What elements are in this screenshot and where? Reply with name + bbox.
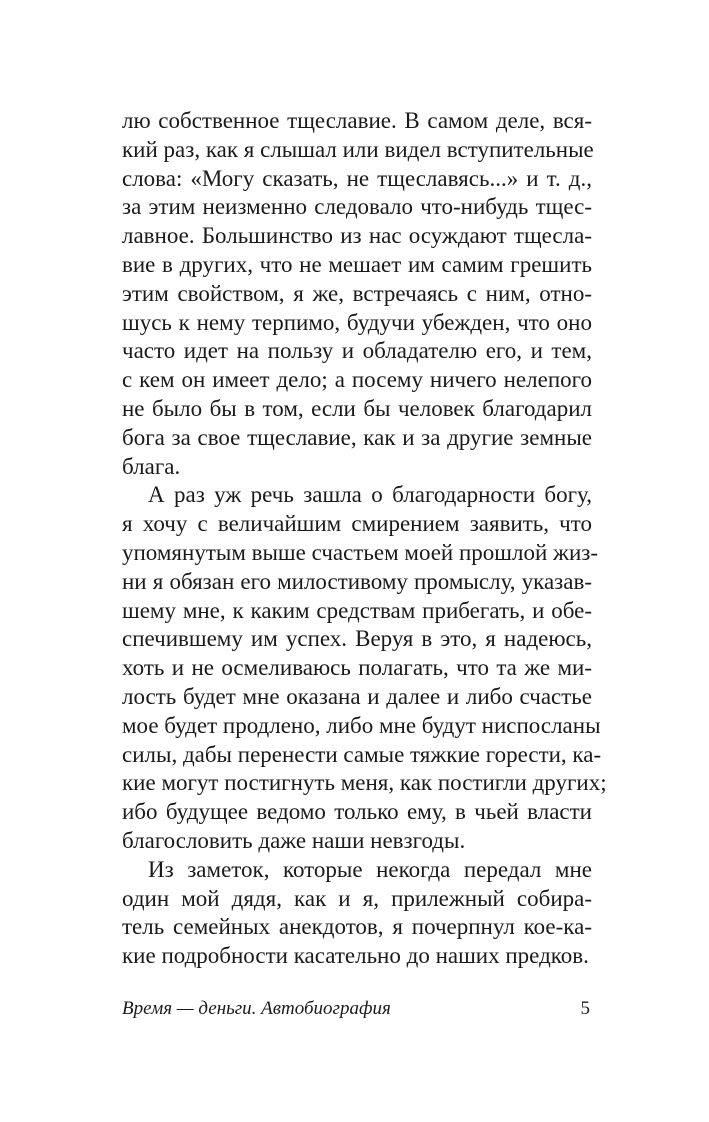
text-line: спечившему им успех. Веруя в это, я надеюсь,: [122, 626, 592, 652]
text-line: благословить даже наши невзгоды.: [122, 827, 466, 853]
page-number: 5: [580, 998, 590, 1019]
text-line: упомянутым выше счастьем моей прошлой жиз-: [122, 539, 598, 565]
text-line: кий раз, как я слышал или видел вступительные: [122, 136, 594, 162]
text-line: Из заметок, которые некогда передал мне: [148, 856, 592, 882]
text-line: слова: «Могу сказать, не тщеславясь...» и т. д.,: [122, 165, 592, 191]
text-line: хоть и не осмеливаюсь полагать, что та же ми-: [122, 655, 592, 681]
text-line: этим свойством, я же, встречаясь с ним, отно-: [122, 280, 592, 306]
text-line: кие подробности касательно до наших предков.: [122, 943, 589, 969]
paragraph: [122, 856, 592, 971]
text-line: лавное. Большинство из нас осуждают тщесла-: [122, 223, 592, 249]
text-line: за этим неизменно следовало что-нибудь тщес-: [122, 194, 592, 220]
text-line: с кем он имеет дело; а посему ничего нелепого: [122, 367, 592, 393]
text-line: не было бы в том, если бы человек благодарил: [122, 395, 592, 421]
text-line: мое будет продлено, либо мне будут ниспосланы: [122, 712, 601, 738]
text-line: лость будет мне оказана и далее и либо счастье: [122, 683, 592, 709]
text-line: ибо будущее ведомо только ему, в чьей власти: [122, 799, 592, 825]
text-line: ни я обязан его милостивому промыслу, указав-: [122, 568, 592, 594]
text-line: тель семейных анекдотов, я почерпнул кое-ка-: [122, 914, 592, 940]
text-line: силы, дабы перенести самые тяжкие горести, ка-: [122, 741, 602, 767]
text-line: один мой дядя, как и я, прилежный собира-: [122, 885, 592, 911]
body-text: [122, 107, 607, 971]
text-line: кие могут постигнуть меня, как постигли других;: [122, 770, 607, 796]
paragraph: [122, 107, 592, 481]
text-line: А раз уж речь зашла о благодарности богу,: [148, 482, 592, 508]
text-line: шусь к нему терпимо, будучи убежден, что оно: [122, 309, 592, 335]
page-footer: [122, 998, 592, 1024]
text-line: блага.: [122, 453, 181, 479]
running-title: Время — деньги. Автобиография: [122, 998, 391, 1019]
paragraph: [122, 481, 607, 855]
text-line: я хочу с величайшим смирением заявить, что: [122, 511, 592, 537]
text-line: вие в других, что не мешает им самим грешить: [122, 251, 592, 277]
text-line: шему мне, к каким средствам прибегать, и обе-: [122, 597, 592, 623]
text-line: лю собственное тщеславие. В самом деле, вся-: [122, 108, 592, 133]
text-line: бога за свое тщеславие, как и за другие земные: [122, 424, 592, 450]
text-line: часто идет на пользу и обладателю его, и тем,: [122, 338, 592, 364]
